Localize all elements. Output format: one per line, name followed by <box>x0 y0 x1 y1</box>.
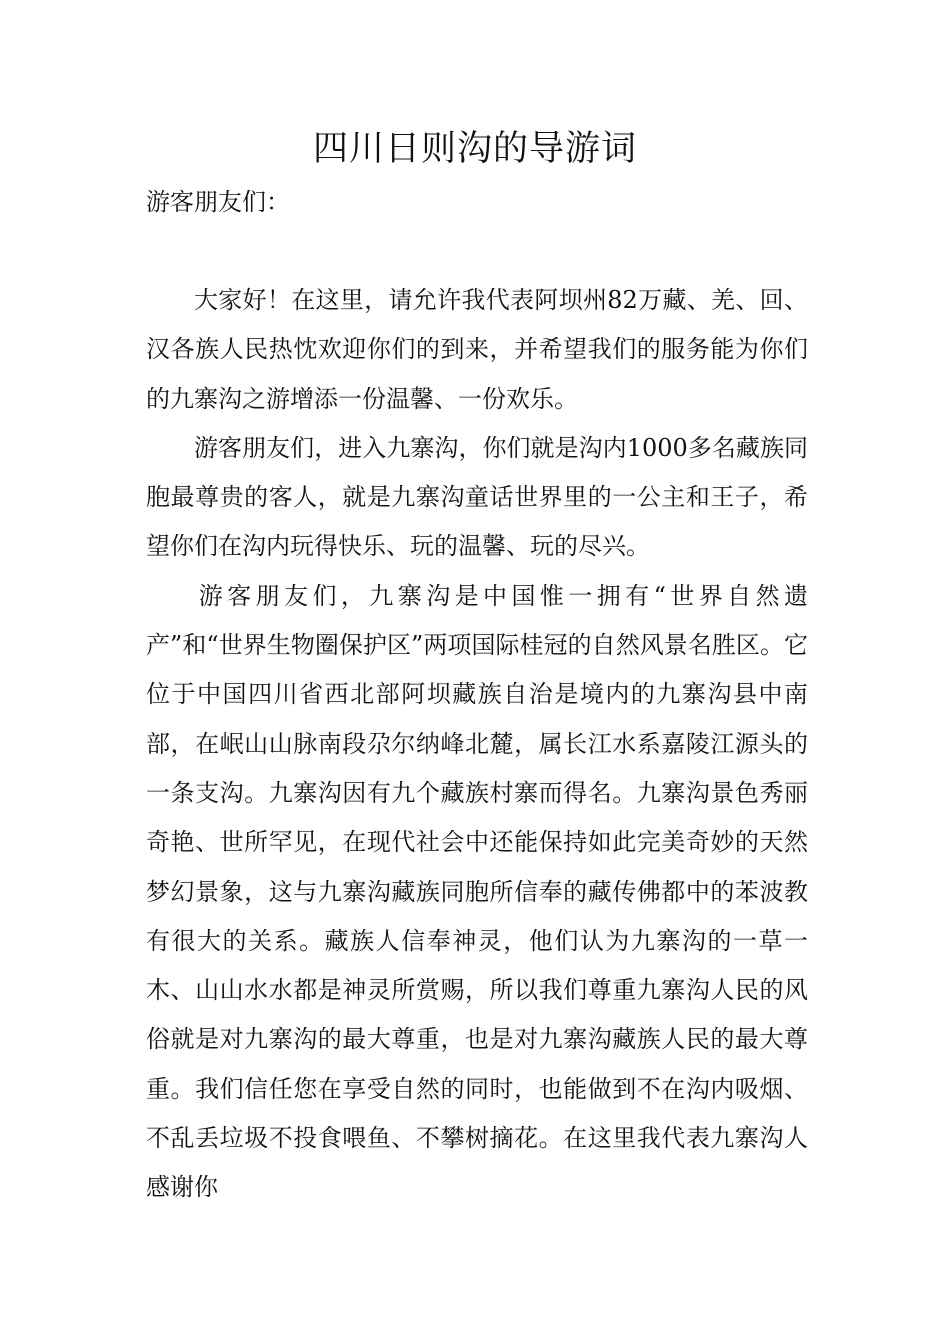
document-title: 四川日则沟的导游词 <box>312 129 637 169</box>
paragraph-welcome: 大家好！在这里，请允许我代表阿坝州82万藏、羌、回、汉各族人民热忱欢迎你们的到来，并希望我们的服务能为你们的九寨沟之游增添一份温馨、一份欢乐。 <box>146 286 808 413</box>
paragraph-jiuzhaigou-intro: 游客朋友们，九寨沟是中国惟一拥有“世界自然遗产”和“世界生物圈保护区”两项国际桂冠的自然风景名胜区。它位于中国四川省西北部阿坝藏族自治是境内的九寨沟县中南部，在岷山山脉南段尕尔纳峰北麓，属长江水系嘉陵江源头的一条支沟。九寨沟因有九个藏族村寨而得名。九寨沟景色秀丽奇艳、世所罕见，在现代社会中还能保持如此完美奇妙的天然梦幻景象，这与九寨沟藏族同胞所信奉的藏传佛都中的苯波教有很大的关系。藏族人信奉神灵，他们认为九寨沟的一草一木、山山水水都是神灵所赏赐，所以我们尊重九寨沟人民的风俗就是对九寨沟的最大尊重，也是对九寨沟藏族人民的最大尊重。我们信任您在享受自然的同时，也能做到不在沟内吸烟、不乱丢垃圾不投食喂鱼、不攀树摘花。在这里我代表九寨沟人感谢你 <box>146 581 808 1202</box>
salutation: 游客朋友们： <box>146 188 290 216</box>
document-body <box>146 276 808 1213</box>
paragraph-guests: 游客朋友们，进入九寨沟，你们就是沟内1000多名藏族同胞最尊贵的客人，就是九寨沟童话世界里的一公主和王子，希望你们在沟内玩得快乐、玩的温馨、玩的尽兴。 <box>146 433 808 561</box>
